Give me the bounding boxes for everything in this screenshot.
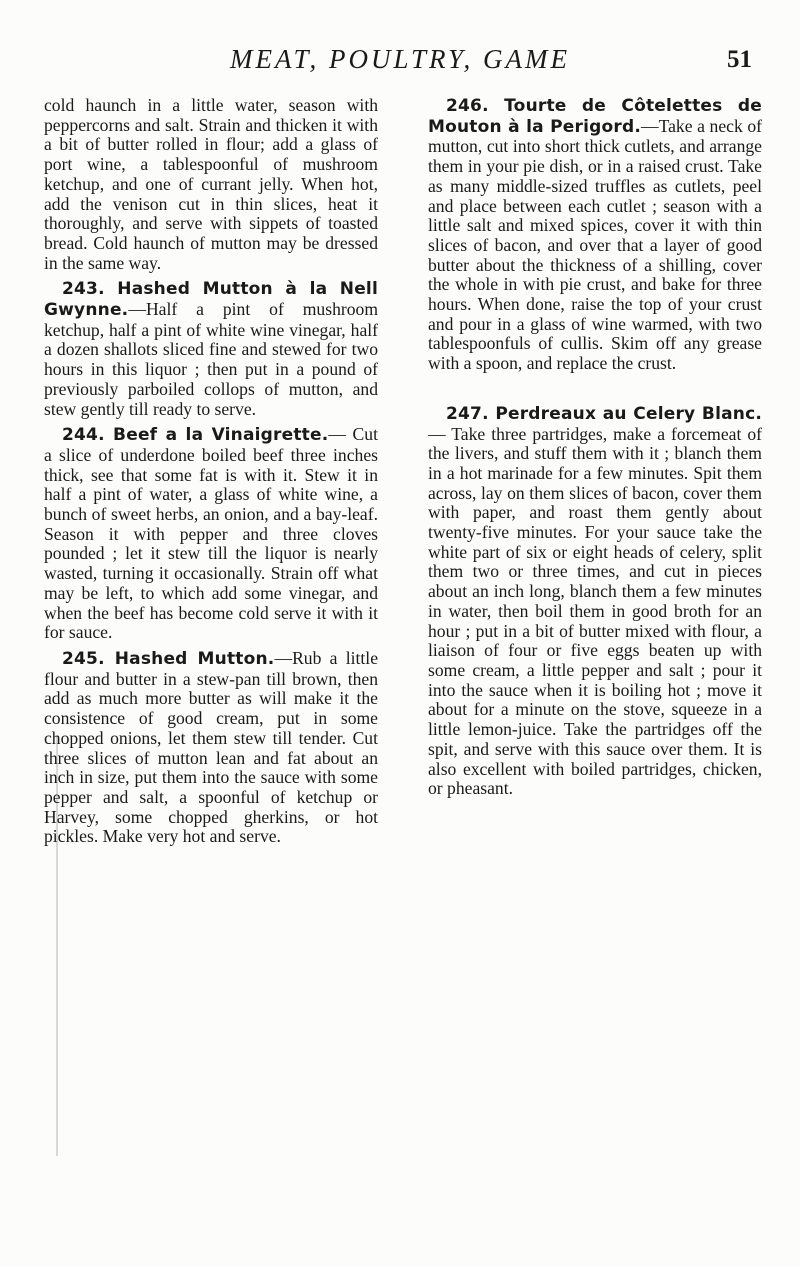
recipe-body: — Cut a slice of underdone boiled beef three inches thick, see that some fat is with it. Stew it in half a pint of water, a glass of white wine, a bunch of sweet herbs, an onion, and a bay-leaf. Season it with pepper and three cloves pounded ; let it stew till the liquor is nearly wasted, turning it occasionally. Strain off what may be left, to which add some vinegar, and when the beef has become cold serve it with it for sauce. [44,424,378,643]
recipe-heading: 247. Perdreaux au Celery Blanc. [446,403,762,424]
page-number: 51 [727,46,752,73]
recipe-247 [428,404,762,799]
recipe-body: — Take three partridges, make a forcemeat of the livers, and stuff them with it ; blanch them in a hot marinade for a few minutes. Spit them across, lay on them slices of bacon, cover them with paper, and roast them gently about twenty-five minutes. For your sauce take the white part of six or eight heads of celery, split them two or three times, and cut in pieces about an inch long, blanch them a few minutes in water, then boil them in good broth for an hour ; put in a bit of butter mixed with flour, a liaison of four or five eggs beaten up with some cream, a little pepper and salt ; pour it into the sauce when it is boiling hot ; move it about for a minute on the stove, squeeze in a little lemon-juice. Take the partridges off the spit, and serve with this sauce over them. It is also excellent with boiled partridges, chicken, or pheasant. [428,423,762,799]
recipe-heading: 245. Hashed Mutton. [62,648,275,669]
recipe-245 [44,649,378,847]
continuation-paragraph: cold haunch in a little water, season with peppercorns and salt. Strain and thicken it with a bit of butter rolled in flour; add a glass of port wine, a tablespoonful of mushroom ketchup, and one of currant jelly. When hot, add the venison cut in thin slices, heat it thoroughly, and serve with sippets of toasted bread. Cold haunch of mutton may be dressed in the same way. [44,95,378,273]
recipe-243 [44,279,378,419]
recipe-body: —Rub a little flour and butter in a stew-pan till brown, then add as much more butter as will make it the consistence of good cream, put in some chopped onions, let them stew till tender. Cut three slices of mutton lean and fat about an inch in size, put them into the sauce with some pepper and salt, a spoonful of ketchup or Harvey, some chopped gherkins, or hot pickles. Make very hot and serve. [44,647,378,847]
left-column [44,96,378,847]
recipe-body: —Half a pint of mushroom ketchup, half a pint of white wine vinegar, half a dozen shallots sliced fine and stewed for two hours in this liquor ; then put in a pound of previously parboiled collops of mutton, and stew gently till ready to serve. [44,299,378,419]
recipe-heading: 243. Hashed Mutton à la Nell Gwynne. [44,279,378,321]
recipe-244 [44,425,378,643]
recipe-246 [428,96,762,374]
recipe-body: —Take a neck of mutton, cut into short thick cutlets, and arrange them in your pie dish, or in a raised crust. Take as many middle-sized truffles as cutlets, peel and place between each cutlet ; season with a little salt and mixed spices, cover it with thin slices of bacon, and over that a layer of good butter about the thickness of a shilling, cover the whole in with pie crust, and bake for three hours. When done, raise the top of your crust and pour in a glass of wine warmed, with two tablespoonfuls of cullis. Skim off any grease with a spoon, and replace the crust. [428,115,762,374]
running-head [40,44,760,84]
page-title: MEAT, POULTRY, GAME [230,44,570,74]
recipe-heading: 244. Beef a la Vinaigrette. [62,425,329,446]
text-columns [44,96,766,1226]
right-column [428,96,762,799]
recipe-heading: 246. Tourte de Côtelettes de Mouton à la Perigord. [428,96,762,137]
